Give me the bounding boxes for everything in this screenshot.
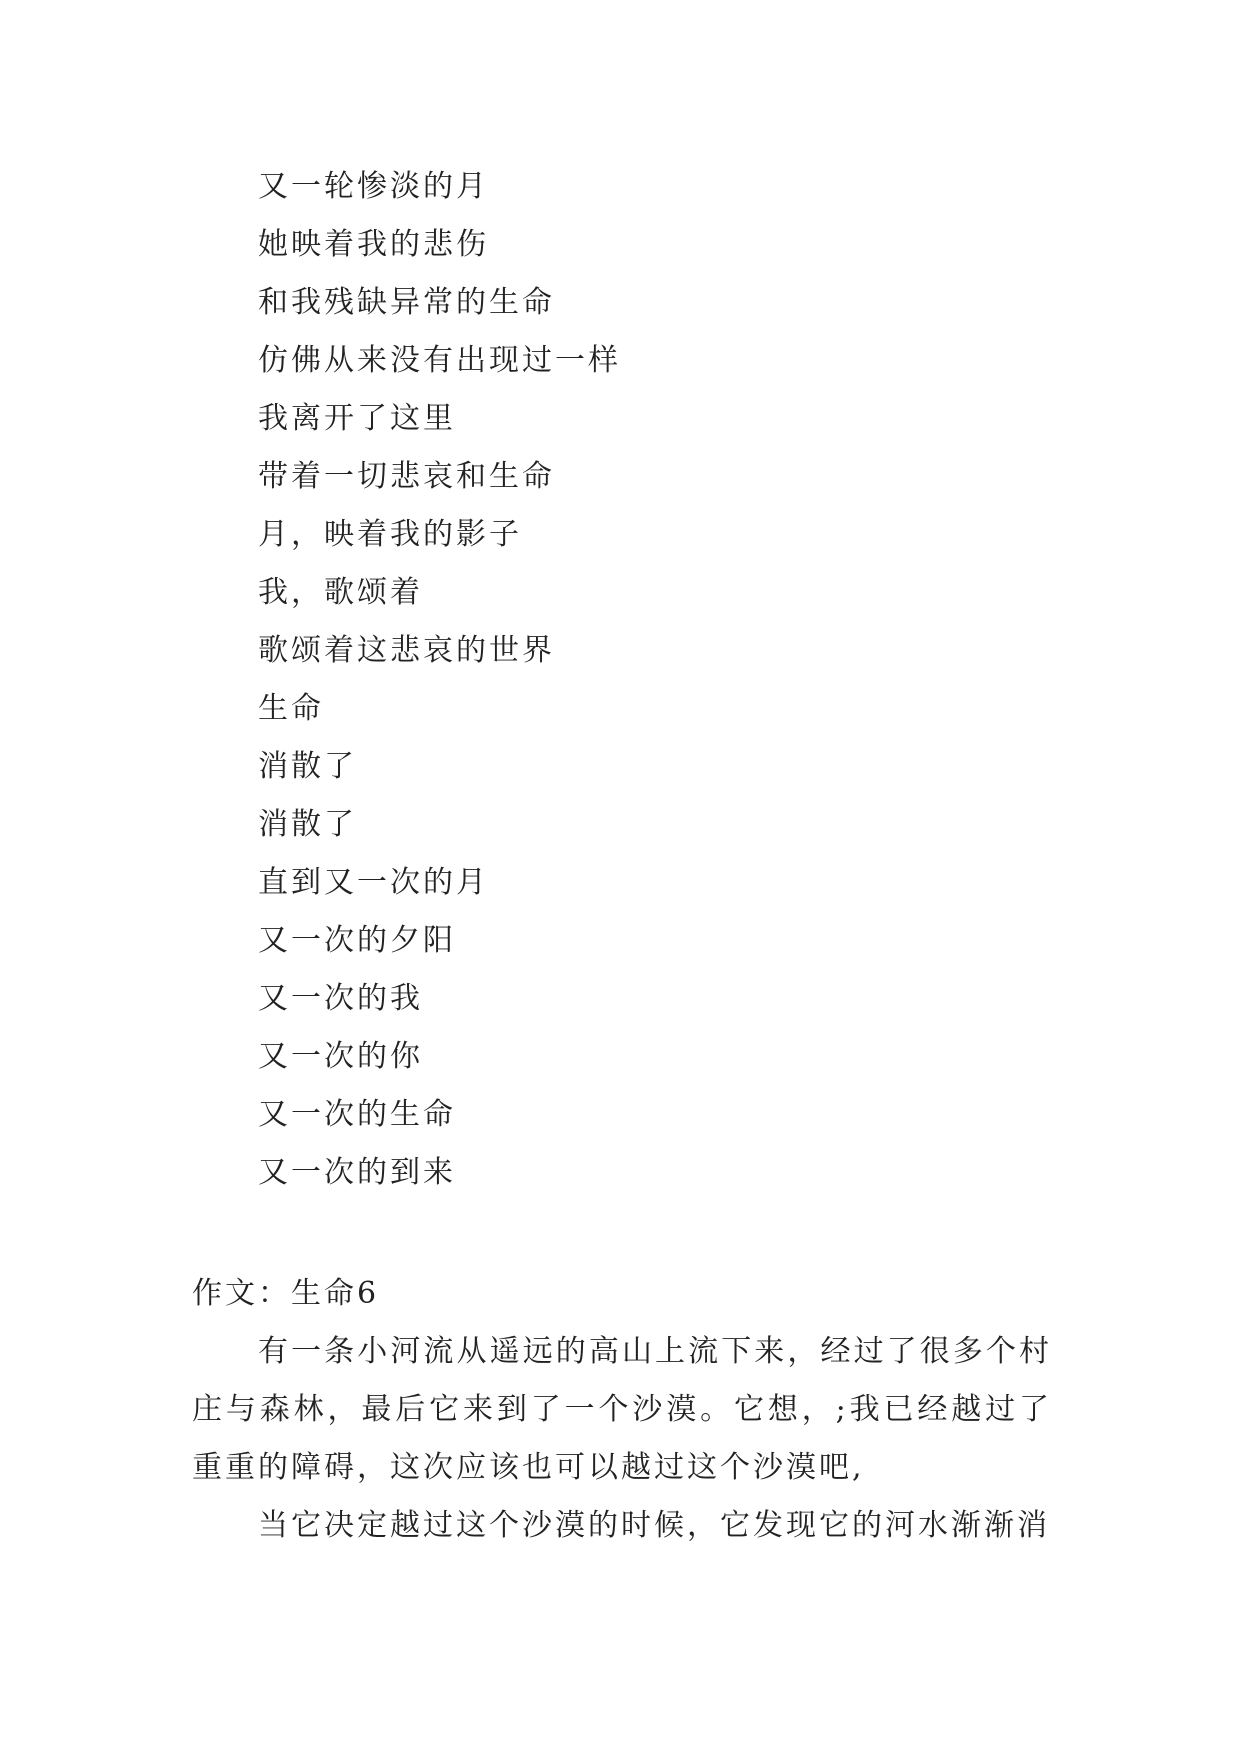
- poem-line: 她映着我的悲伤: [258, 227, 489, 262]
- poem-line: 我离开了这里: [258, 401, 456, 436]
- poem-line: 仿佛从来没有出现过一样: [258, 343, 621, 378]
- poem-line: 歌颂着这悲哀的世界: [258, 633, 555, 668]
- essay-title: 作文：生命6: [192, 1276, 380, 1311]
- poem-line: 又一次的我: [258, 981, 423, 1016]
- poem-line: 我，歌颂着: [258, 575, 423, 610]
- poem-line: 又一次的你: [258, 1039, 423, 1074]
- poem-line: 消散了: [258, 807, 357, 842]
- poem-line: 又一次的生命: [258, 1097, 456, 1132]
- poem-line: 带着一切悲哀和生命: [258, 459, 555, 494]
- poem-line: 又一轮惨淡的月: [258, 169, 489, 204]
- essay-paragraph: 有一条小河流从遥远的高山上流下来，经过了很多个村庄与森林，最后它来到了一个沙漠。它想，;我已经越过了重重的障碍，这次应该也可以越过这个沙漠吧,: [192, 1334, 1052, 1485]
- essay: [192, 1265, 1052, 1555]
- poem-line: 消散了: [258, 749, 357, 784]
- poem-line: 又一次的夕阳: [258, 923, 456, 958]
- poem: [258, 158, 621, 1202]
- essay-paragraph: 当它决定越过这个沙漠的时候，它发现它的河水渐渐消: [258, 1508, 1050, 1543]
- poem-line: 直到又一次的月: [258, 865, 489, 900]
- poem-line: 又一次的到来: [258, 1155, 456, 1190]
- poem-line: 和我残缺异常的生命: [258, 285, 555, 320]
- poem-line: 月，映着我的影子: [258, 517, 522, 552]
- poem-line: 生命: [258, 691, 324, 726]
